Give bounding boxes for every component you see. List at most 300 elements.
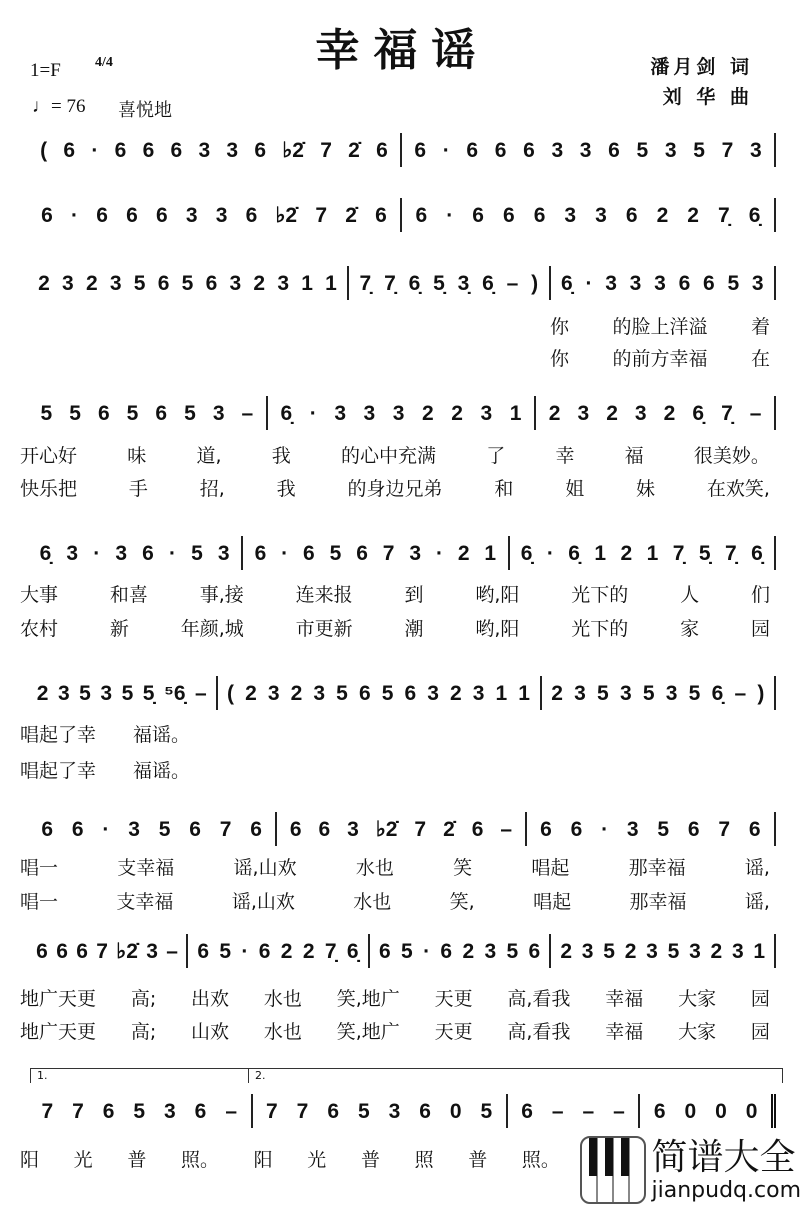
note: 7 [320,138,332,162]
note: 3 [749,138,762,162]
lyric-word: 开心好 [20,445,78,467]
note: 6 [625,203,638,227]
note: 2 [687,203,699,227]
lyric-word: 在 [750,348,770,370]
note: 7 [296,1099,309,1123]
note: 6 [303,541,315,565]
measure [551,934,776,968]
note: 7̣ [718,203,730,227]
note: 6 [170,138,183,162]
note: 6̣ [751,541,763,565]
note: 3 [217,541,230,565]
note: 6 [466,138,479,162]
note: 6 [528,939,541,963]
lyric-word: 地广天更 [20,988,97,1010]
measure [277,812,526,846]
note: 3 [581,939,594,963]
lyric-word: 笑,地广 [336,988,400,1010]
note: 6 [126,203,138,227]
note: 6 [36,939,48,963]
lyric-word: 的脸上洋溢 [612,316,708,338]
lyric-word: 我 [271,445,291,467]
note: 3 [277,271,290,295]
staff-row [28,266,776,300]
note: 5 [79,681,91,705]
lyric-word: 天更 [434,1021,473,1043]
note: 2 [457,541,470,565]
note: 3 [626,817,639,841]
note: 6 [102,1099,115,1123]
lyric-word: 照 [414,1149,434,1171]
note: 2 [245,681,257,705]
note: · [70,203,78,227]
measure [243,536,509,570]
note: – [582,1099,595,1123]
note: 2 [422,401,434,425]
note: 3 [480,401,493,425]
note: ( [227,681,235,705]
note: 6̣ [748,203,761,227]
lyric-word: 哟,阳 [475,584,520,606]
song-title: 幸福谣 [315,25,490,76]
lyric-word: 幸福 [605,988,644,1010]
note: 6 [376,138,388,162]
measure [508,1094,641,1128]
note: 5 [727,271,740,295]
note: 3 [619,681,632,705]
note: 5 [69,401,81,425]
lyric-word: 姐 [565,478,585,500]
note: 6 [142,138,155,162]
note: 6 [494,138,507,162]
measure [28,198,402,232]
lyric-word: 水也 [353,891,392,913]
note: 1 [325,271,337,295]
note: 6̣ [568,541,580,565]
note: 3 [595,203,607,227]
note: 3 [57,681,70,705]
note: 5 [336,681,348,705]
lyricist: 潘月剑 词 [650,56,753,78]
note: · [585,271,593,295]
note: 6 [142,541,154,565]
watermark-url: jianpudq.com [651,1177,801,1203]
lyric-word: 普 [468,1149,488,1171]
note: · [93,541,101,565]
note: 3 [347,817,359,841]
note: · [435,541,443,565]
tempo: ♩= 76 [32,96,86,117]
note: 5 [636,138,649,162]
note: 6 [114,138,127,162]
key-signature: 1=F [30,60,61,81]
note: 7 [382,541,395,565]
note: 6̣ [482,271,494,295]
staff-row [28,1094,776,1128]
note: 1 [495,681,508,705]
lyric-word: 们 [750,584,770,606]
measure [28,1094,253,1128]
measure [640,1094,776,1128]
note: 2 [560,939,573,963]
note: 6 [678,271,691,295]
lyric-word: 谣, [744,857,770,879]
note: 6 [63,138,76,162]
note: 2 [620,541,633,565]
lyric-word: 大家 [678,1021,717,1043]
lyric-word: 照。 [521,1149,560,1171]
note: 3 [579,138,592,162]
lyric-word: 水也 [263,988,302,1010]
time-signature: 4/4 [95,55,113,70]
watermark-brand: 简谱大全 [651,1136,796,1178]
note: 2 [302,939,315,963]
lyric-word: 水也 [355,857,394,879]
note: · [423,939,431,963]
note: · [241,939,249,963]
measure [28,676,218,710]
expression-mark: 喜悦地 [118,100,172,120]
note: 3 [334,401,346,425]
lyric-word: 支幸福 [116,891,174,913]
composer: 刘 华 曲 [662,86,753,108]
note: 6 [157,271,170,295]
note: 6 [687,817,700,841]
lyric-line [20,853,770,880]
staff-row [28,198,776,232]
note: 1 [484,541,497,565]
note: ) [757,681,765,705]
note: 3 [185,203,198,227]
note: 3 [229,271,242,295]
measure [510,536,776,570]
note: · [102,817,110,841]
note: 5 [191,541,203,565]
note: 3 [409,541,422,565]
note: 5 [693,138,705,162]
note: 6 [471,817,484,841]
note: 6 [419,1099,431,1123]
note: 6 [155,203,168,227]
note: · [168,541,176,565]
note: 5̣ [698,541,711,565]
note: 6 [97,401,110,425]
note: 6 [358,681,371,705]
note: 3 [62,271,74,295]
lyric-word: 园 [750,618,770,640]
note: 5 [158,817,171,841]
note: 6 [96,203,108,227]
lyric-word: 人 [680,584,700,606]
lyric-word: 我 [276,478,296,500]
note: 7̣ [324,939,337,963]
note: 5 [657,817,670,841]
staff-row [28,676,776,710]
note: 6 [245,203,258,227]
note: 6 [289,817,302,841]
note: 3 [164,1099,176,1123]
lyric-word: 支幸福 [117,857,175,879]
note: 6 [608,138,620,162]
lyric-word: 唱起 [533,891,572,913]
lyric-word: 普 [360,1149,380,1171]
note: 2 [624,939,637,963]
note: 3 [226,138,239,162]
note: 6 [194,1099,207,1123]
note: 0 [684,1099,697,1123]
lyric-word: 谣,山欢 [231,891,295,913]
note: 3 [664,138,677,162]
watermark [580,1136,801,1204]
measure [402,133,776,167]
note: 2 [462,939,475,963]
lyric-word: 幸 [555,445,575,467]
lyric-word: 事,接 [199,584,244,606]
note: 7 [41,1099,54,1123]
note: 3 [66,541,79,565]
lyric-word: 你 [550,316,570,338]
lyric-word: 唱起 [531,857,570,879]
measure [28,536,243,570]
note: · [309,401,317,425]
note: · [546,541,554,565]
note: – [551,1099,564,1123]
lyric-word: 地广天更 [20,1021,97,1043]
lyric-word: 园 [750,988,770,1010]
lyric-line [20,580,770,607]
note: 1 [646,541,659,565]
note: 7̣ [724,541,737,565]
note: 2̇ [443,817,455,841]
note: 3 [731,939,744,963]
lyric-word: 笑, [449,891,475,913]
lyric-word: 唱一 [20,891,59,913]
lyric-word: 阳 [20,1149,40,1171]
note: 5 [184,401,196,425]
note: 6 [502,203,515,227]
staff-row [28,536,776,570]
lyric-word: 快乐把 [20,478,78,500]
measure [268,396,536,430]
note: 6 [570,817,583,841]
note: 2 [280,939,293,963]
lyric-line [20,1017,770,1044]
lyric-word: 福谣。 [132,760,190,782]
lyric-word: 光 [73,1149,93,1171]
lyric-word: 高,看我 [507,988,571,1010]
lyric-word: 着 [750,316,770,338]
note: 3 [751,271,764,295]
lyric-word: 福 [624,445,644,467]
note: 3 [100,681,113,705]
lyric-word: 福谣。 [132,724,190,746]
lyric-word: 妹 [636,478,656,500]
note: 2 [606,401,618,425]
note: 6 [521,1099,533,1123]
note: 6 [318,817,331,841]
note: 5 [133,1099,146,1123]
lyric-word: 照。 [180,1149,219,1171]
note: 5 [480,1099,493,1123]
note: ♭2̇ [275,203,298,227]
note: 6 [404,681,417,705]
lyric-word: 光下的 [571,584,629,606]
note: 6̣ [711,681,724,705]
note: 6 [356,541,368,565]
note: 7̣ [721,401,733,425]
note: 3 [198,138,211,162]
note: 3 [654,271,666,295]
note: 5̣ [433,271,445,295]
note: 2 [451,401,463,425]
lyric-word: 幸福 [605,1021,644,1043]
note: 3 [646,939,658,963]
lyric-word: 你 [550,348,570,370]
note: 7 [721,138,734,162]
note: 3 [392,401,405,425]
note: 6 [379,939,391,963]
note: 6 [250,817,262,841]
lyric-word: 唱起了幸 [20,724,97,746]
measure [527,812,776,846]
staff-row [28,934,776,968]
note: 7̣ [672,541,685,565]
lyric-word: 味 [127,445,147,467]
note: 3 [215,203,228,227]
note: 6̣ [280,401,293,425]
note: 6 [703,271,715,295]
note: 5 [121,681,134,705]
lyric-word: 唱起了幸 [20,760,97,782]
measure [551,266,776,300]
measure [402,198,776,232]
note: ♭2̇ [282,138,304,162]
note: 6 [440,939,453,963]
lyric-word: 笑 [453,857,473,879]
volta-second: 2. [248,1068,783,1083]
note: 3 [388,1099,401,1123]
lyric-word: 光下的 [571,618,629,640]
note: 6 [653,1099,666,1123]
note: 3 [689,939,701,963]
note: 5 [597,681,609,705]
note: 5 [506,939,519,963]
note: 2 [663,401,676,425]
lyric-word: 道, [196,445,222,467]
staff-row [28,133,776,167]
lyric-word: 的前方幸福 [612,348,708,370]
note: 3 [313,681,326,705]
note: 3 [146,939,158,963]
note: 3 [605,271,617,295]
note: – [506,271,519,295]
note: 2 [253,271,266,295]
lyric-word: 很美妙。 [693,445,770,467]
lyric-word: 阳 [253,1149,273,1171]
lyric-word: 高; [130,1021,157,1043]
note: 5 [642,681,655,705]
note: 6 [540,817,552,841]
note: 3 [128,817,140,841]
note: 6 [533,203,546,227]
note: 6 [56,939,68,963]
measure [370,934,552,968]
lyric-word: 手 [128,478,148,500]
note: – [166,939,178,963]
note: 5 [357,1099,370,1123]
lyric-word: 高; [130,988,157,1010]
note: 6 [155,401,168,425]
note: 3 [564,203,577,227]
measure [536,396,776,430]
note: 5 [381,681,394,705]
note: 2 [36,681,49,705]
note: 7 [72,1099,84,1123]
lyric-word: 哟,阳 [475,618,520,640]
lyric-word: 那幸福 [629,891,687,913]
note: · [442,138,450,162]
note: 5 [401,939,413,963]
note: 6̣ [346,939,359,963]
note: 2̇ [348,138,360,162]
measure [188,934,370,968]
note: 1 [509,401,522,425]
note: 0 [715,1099,727,1123]
lyric-word: 普 [127,1149,147,1171]
note: 2 [656,203,669,227]
lyric-word: 到 [404,584,424,606]
lyric-word: 天更 [434,988,473,1010]
note: 3 [427,681,439,705]
note: 6̣ [520,541,533,565]
lyric-word: 谣, [744,891,770,913]
note: – [500,817,513,841]
lyric-word: 家 [680,618,700,640]
lyric-line [20,887,770,914]
note: 7 [718,817,731,841]
lyric-word: 和喜 [109,584,148,606]
note: 2̇ [345,203,357,227]
note: 3 [212,401,225,425]
note: 6 [254,541,267,565]
note: ♭2̇ [116,939,138,963]
note: 2 [548,401,561,425]
measure [28,266,349,300]
note: 6 [71,817,84,841]
note: 5 [133,271,146,295]
note: 6 [189,817,201,841]
volta-first: 1. [30,1068,252,1083]
lyric-word: 招, [199,478,225,500]
measure [28,396,268,430]
lyric-word: 大事 [20,584,59,606]
note: 7̣ [359,271,372,295]
note: 1 [594,541,607,565]
lyric-word: 农村 [20,618,59,640]
note: 5 [329,541,342,565]
note: 6 [472,203,484,227]
note: 1 [753,939,766,963]
note: – [749,401,762,425]
note: 5̣ [142,681,155,705]
note: 6 [197,939,210,963]
note: 6 [205,271,218,295]
note: 6 [258,939,271,963]
lyric-word: 年颜,城 [180,618,244,640]
lyric-word: 市更新 [295,618,353,640]
note: 2 [551,681,563,705]
lyric-word: 的身边兄弟 [347,478,443,500]
